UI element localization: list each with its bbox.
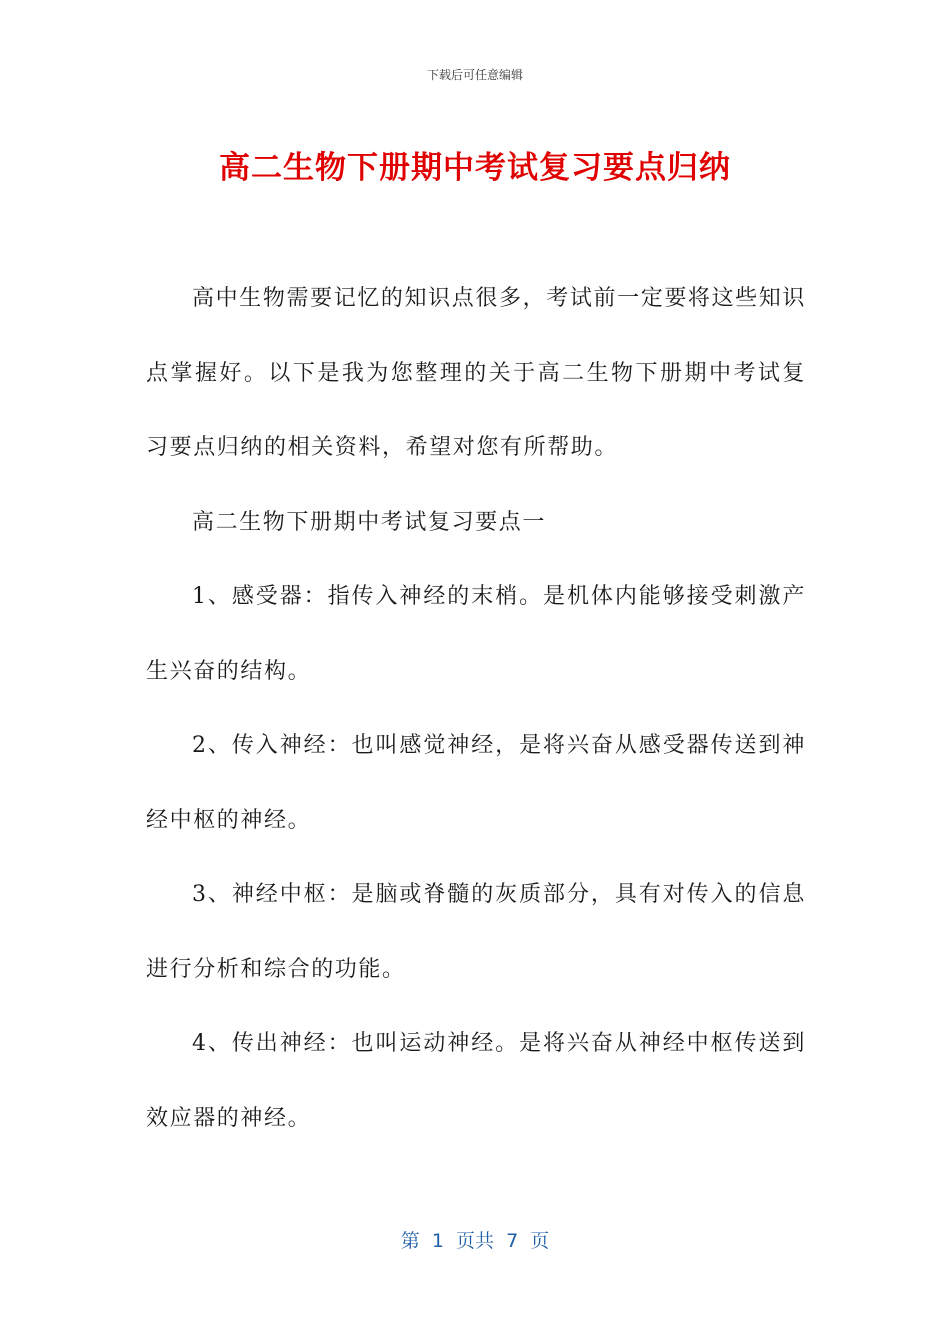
section-heading: 高二生物下册期中考试复习要点一 [192,509,547,535]
list-item: 3、神经中枢：是脑或脊髓的灰质部分，具有对传入的信息进行分析和综合的功能。 [146,882,806,982]
list-item: 2、传入神经：也叫感觉神经，是将兴奋从感受器传送到神经中枢的神经。 [146,733,806,833]
page-footer: 第 1 页共 7 页 [400,1230,550,1252]
document-body [146,262,806,1156]
list-item: 1、感受器：指传入神经的末梢。是机体内能够接受刺激产生兴奋的结构。 [146,584,806,684]
document-title: 高二生物下册期中考试复习要点归纳 [219,150,731,186]
intro-paragraph: 高中生物需要记忆的知识点很多，考试前一定要将这些知识点掌握好。以下是我为您整理的关于高二生物下册期中考试复习要点归纳的相关资料，希望对您有所帮助。 [146,286,806,460]
header-note: 下载后可任意编辑 [426,68,523,82]
list-item: 4、传出神经：也叫运动神经。是将兴奋从神经中枢传送到效应器的神经。 [146,1031,806,1131]
